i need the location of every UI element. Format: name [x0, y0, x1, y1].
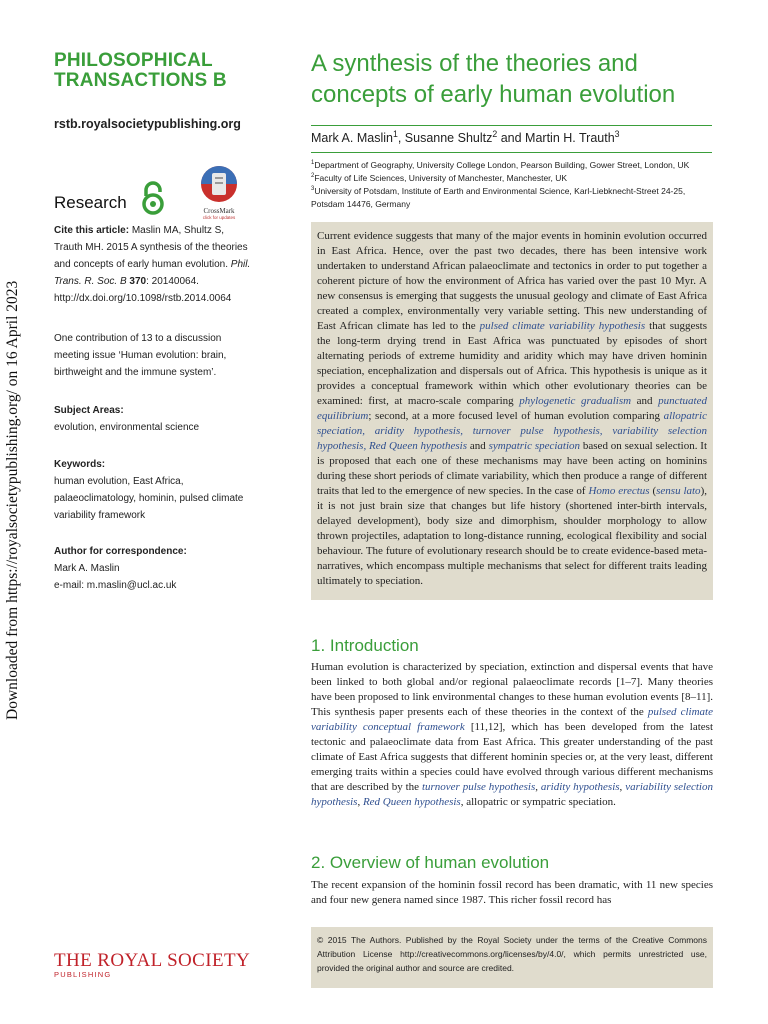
correspondence: [54, 543, 254, 594]
citation-volume: 370: [129, 276, 147, 287]
subject-areas: [54, 402, 254, 436]
author-1[interactable]: Mark A. Maslin: [311, 131, 393, 145]
crossmark-sub: click for updates: [202, 215, 236, 220]
keywords-value: human evolution, East Africa, palaeoclimatology, hominin, pulsed climate variability framework: [54, 476, 244, 521]
introduction-paragraph: Human evolution is characterized by speciation, extinction and dispersal events that have been linked to both global and/or regional palaeoclimate records [1–7]. Many theories have been proposed to link environmental changes to these human evolution events [8–11]. This synthesis paper presents each of these theories in the context of the pulsed climate variability conceptual framework [11,12], which has been developed from the latest tectonic and palaeoclimate data from East Africa. This greater understanding of the past climate of East Africa suggests that different hominin species or, at the very least, different emerging traits within a species could have evolved through various different mechanisms that are described by the turnover pulse hypothesis, aridity hypothesis, variability selection hypothesis, Red Queen hypothesis, allopatric or sympatric speciation.: [311, 661, 714, 808]
journal-name[interactable]: [54, 51, 294, 91]
author-2-affil: 2: [492, 128, 498, 139]
affiliation-3: $^3$University of Potsdam, Institute of Earth and Environmental Science, Karl-Liebknecht-Street 24-25, Potsdam 14476, Germany: [311, 186, 686, 209]
keywords-label: Keywords:: [54, 459, 106, 470]
citation-pages: : 20140064.: [146, 276, 199, 287]
author-list: [311, 128, 620, 145]
citation: [54, 222, 254, 307]
contribution-note: One contribution of 13 to a discussion meeting issue ‘Human evolution: brain, birthweight and the immune system’.: [54, 333, 227, 378]
affiliations: [311, 159, 711, 211]
section-heading-introduction: 1. Introduction: [311, 636, 419, 655]
author-1-affil: 1: [392, 128, 398, 139]
publisher-name: THE ROYAL SOCIETY: [54, 950, 251, 971]
journal-site-link[interactable]: rstb.royalsocietypublishing.org: [54, 117, 241, 131]
publisher-sub: PUBLISHING: [54, 970, 112, 979]
article-type: Research: [54, 193, 127, 212]
overview-paragraph: The recent expansion of the hominin fossil record has been dramatic, with 11 new species and four new genera named since 1987. This richer fossil record has: [311, 879, 713, 906]
crossmark-icon: [196, 164, 242, 204]
download-notice: Downloaded from https://royalsocietypublishing.org/ on 16 April 2023: [4, 280, 21, 720]
journal-name-line2: TRANSACTIONS B: [54, 70, 227, 91]
citation-label: Cite this article:: [54, 225, 130, 236]
author-3-affil: 3: [614, 128, 620, 139]
abstract: Current evidence suggests that many of the major events in hominin evolution occurred in East Africa. Hence, over the past two decades, there has been intensive work undertaken to understand African palaeoclimate and tectonics in order to put together a coherent picture of how the environment of Africa has varied over the past 10 Myr. A new consensus is emerging that suggests the unusual geology and climate of East Africa created a complex, environmentally very variable setting. This new understanding of East African climate has led to the pulsed climate variability hypothesis that suggests the long-term drying trend in East Africa was punctuated by episodes of short alternating periods of extreme humidity and aridity which may have driven hominin speciation, encephalization and dispersals out of Africa. This hypothesis is unique as it provides a conceptual framework within which other evolutionary theories can be examined: first, at macro-scale comparing phylogenetic gradualism and punctuated equilibrium; second, at a more focused level of human evolution comparing allopatric speciation, aridity hypothesis, turnover pulse hypothesis, variability selection hypothesis, Red Queen hypothesis and sympatric speciation based on sexual selection. It is proposed that each one of these mechanisms may have been acting on hominins during these short periods of climate variability, which then produce a range of different traits that led to the emergence of new species. In the case of Homo erectus (sensu lato), it is not just brain size that changes but life history (shortened inter-birth intervals, delayed development), body size and dimorphism, shoulder morphology to allow thrown projectiles, adaptation to long-distance running, ecological flexibility and social behaviour. The future of evolutionary research should be to create evidence-based meta-narratives, which encompass multiple mechanisms that select for different traits leading ultimately to speciation.: [311, 222, 713, 600]
publisher-logo[interactable]: [54, 952, 250, 979]
subject-areas-label: Subject Areas:: [54, 405, 124, 416]
journal-name-line1: PHILOSOPHICAL: [54, 50, 213, 71]
open-access-icon: [138, 180, 168, 216]
crossmark-badge[interactable]: [193, 164, 245, 220]
citation-doi-link[interactable]: http://dx.doi.org/10.1098/rstb.2014.0064: [54, 293, 232, 304]
citation-text: Maslin MA, Shultz S, Trauth MH. 2015 A synthesis of the theories and concepts of early human evolution.: [54, 225, 248, 270]
correspondence-name: Mark A. Maslin: [54, 563, 120, 574]
keywords: [54, 456, 254, 524]
crossmark-label: CrossMark: [203, 207, 235, 215]
subject-areas-value: evolution, environmental science: [54, 422, 200, 433]
section-heading-overview: 2. Overview of human evolution: [311, 853, 550, 872]
affiliation-1: $^1$Department of Geography, University College London, Pearson Building, Gower Street, London, UK: [311, 160, 690, 170]
article-title: A synthesis of the theories and concepts of early human evolution: [311, 50, 676, 108]
title-rule: [311, 125, 712, 126]
citation-journal: Phil. Trans. R. Soc. B: [54, 259, 251, 287]
license-box: © 2015 The Authors. Published by the Royal Society under the terms of the Creative Commons Attribution License http://creativecommons.org/licenses/by/4.0/, which permits unrestricted use, provided the original author and source are credited.: [311, 927, 713, 988]
affiliation-2: $^2$Faculty of Life Sciences, University of Manchester, Manchester, UK: [311, 173, 568, 183]
correspondence-email[interactable]: e-mail: m.maslin@ucl.ac.uk: [54, 580, 177, 591]
author-3[interactable]: and Martin H. Trauth: [497, 131, 615, 145]
authors-rule: [311, 152, 712, 153]
author-2[interactable]: , Susanne Shultz: [397, 131, 493, 145]
correspondence-label: Author for correspondence:: [54, 546, 187, 557]
